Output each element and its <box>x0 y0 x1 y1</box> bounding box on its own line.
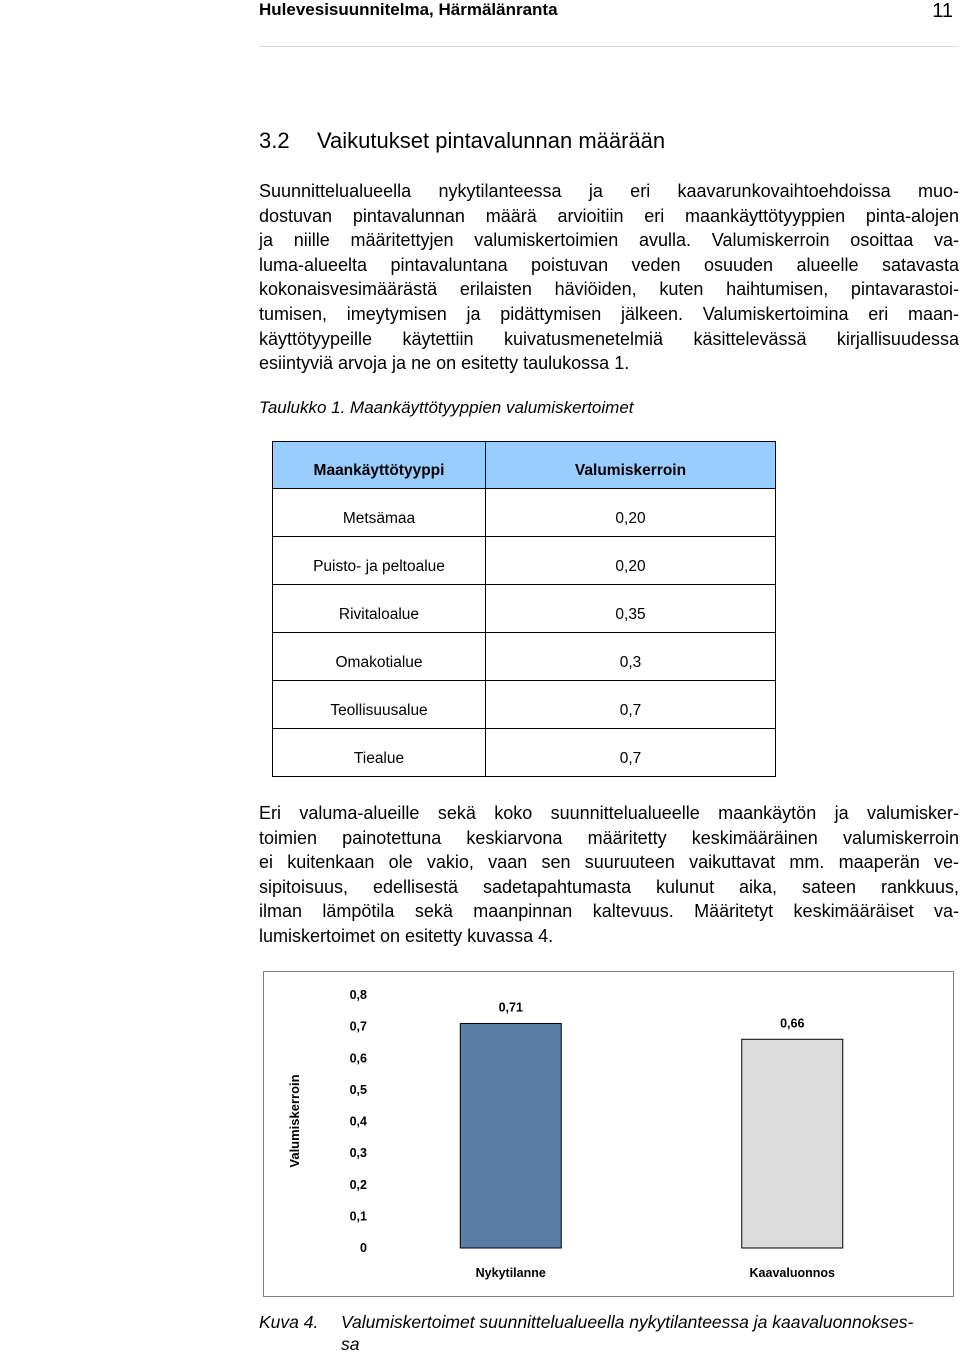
y-axis-label: Valumiskerroin <box>287 1074 302 1168</box>
bar-value-label: 0,71 <box>498 1000 523 1015</box>
bar <box>460 1023 561 1248</box>
y-tick-label: 0,7 <box>349 1019 367 1034</box>
runoff-coefficient-table <box>272 441 776 777</box>
y-tick-label: 0 <box>360 1241 367 1255</box>
land-use-cell: Omakotialue <box>273 633 486 681</box>
paragraph-line: ei kuitenkaan ole vakio, vaan sen suuruuteen vaikuttavat mm. maaperän ve- <box>259 852 959 873</box>
land-use-cell: Puisto- ja peltoalue <box>273 537 486 585</box>
paragraph-1 <box>259 179 959 376</box>
paragraph-line: Eri valuma-alueille sekä koko suunnittelualueelle maankäytön ja valumisker- <box>259 803 959 823</box>
land-use-cell: Metsämaa <box>273 489 486 537</box>
section-title: Vaikutukset pintavalunnan määrään <box>317 128 666 153</box>
table-header-row <box>273 442 776 489</box>
paragraph-line: tumisen, imeytymisen ja pidättymisen jälkeen. Valumiskertoimina eri maan- <box>259 303 959 324</box>
coefficient-cell: 0,35 <box>486 585 776 633</box>
coefficient-cell: 0,20 <box>486 537 776 585</box>
coefficient-cell: 0,20 <box>486 489 776 537</box>
table-row <box>273 585 776 633</box>
coefficient-cell: 0,3 <box>486 633 776 681</box>
land-use-cell: Rivitaloalue <box>273 585 486 633</box>
paragraph-line: dostuvan pintavalunnan määrä arvioitiin eri maankäyttötyyppien pinta-alojen <box>259 205 959 226</box>
paragraph-line: esiintyviä arvoja ja ne on esitetty taulukossa 1. <box>259 353 630 374</box>
y-tick-label: 0,1 <box>349 1209 367 1224</box>
figure-caption-text-cont: sa <box>341 1334 360 1354</box>
paragraph-line: käyttötyypeille käytettiin kuivatusmenetelmiä käsittelevässä kirjallisuudessa <box>259 328 959 349</box>
table-row <box>273 537 776 585</box>
runoff-bar-chart <box>263 971 954 1297</box>
table-row <box>273 633 776 681</box>
figure-caption-text-block <box>341 1311 960 1355</box>
x-tick-label: Nykytilanne <box>475 1266 546 1280</box>
paragraph-line: luma-alueelta pintavaluntana poistuvan veden osuuden alueelle satavasta <box>259 254 959 275</box>
paragraph-line: kokonaisvesimäärästä erilaisten häviöiden, kuten haihtumisen, pintavarastoi- <box>259 279 959 300</box>
land-use-cell: Teollisuusalue <box>273 681 486 729</box>
header-rule <box>259 46 959 47</box>
land-use-cell: Tiealue <box>273 729 486 777</box>
figure-label: Kuva 4. <box>259 1312 319 1332</box>
y-tick-label: 0,8 <box>349 988 367 1002</box>
table-row <box>273 489 776 537</box>
paragraph-line: toimien painotettuna keskiarvona määritetty keskimääräinen valumiskerroin <box>259 827 959 848</box>
coefficient-cell: 0,7 <box>486 729 776 777</box>
paragraph-line: ilman lämpötila sekä maanpinnan kaltevuus. Määritetyt keskimääräiset va- <box>259 901 959 922</box>
coefficient-cell: 0,7 <box>486 681 776 729</box>
page-number: 11 <box>932 0 953 22</box>
bar-value-label: 0,66 <box>780 1016 805 1031</box>
column-header-coefficient: Valumiskerroin <box>486 442 776 489</box>
section-heading <box>259 128 665 154</box>
bar <box>742 1039 843 1248</box>
y-tick-label: 0,6 <box>349 1051 367 1066</box>
paragraph-2 <box>259 801 959 949</box>
y-tick-label: 0,2 <box>349 1177 367 1192</box>
chart-canvas <box>264 972 953 1296</box>
page-header <box>259 0 959 48</box>
paragraph-line: sipitoisuus, edellisestä sadetapahtumasta kulunut aika, sateen rankkuus, <box>259 876 959 897</box>
table-row <box>273 729 776 777</box>
document-title: Hulevesisuunnitelma, Härmälänranta <box>259 0 558 19</box>
paragraph-line: lumiskertoimet on esitetty kuvassa 4. <box>259 925 554 946</box>
figure-caption-text: Valumiskertoimet suunnittelualueella nykytilanteessa ja kaavaluonnokses- <box>341 1312 914 1332</box>
y-tick-label: 0,4 <box>349 1114 367 1129</box>
y-tick-label: 0,3 <box>349 1146 367 1161</box>
x-tick-label: Kaavaluonnos <box>749 1266 835 1280</box>
table-row <box>273 681 776 729</box>
section-number: 3.2 <box>259 128 290 153</box>
table-caption: Taulukko 1. Maankäyttötyyppien valumiskertoimet <box>259 398 634 417</box>
paragraph-line: Suunnittelualueella nykytilanteessa ja eri kaavarunkovaihtoehdoissa muo- <box>259 181 959 201</box>
paragraph-line: ja niille määritettyjen valumiskertoimien avulla. Valumiskerroin osoittaa va- <box>259 230 959 251</box>
column-header-land-use: Maankäyttötyyppi <box>273 442 486 489</box>
y-tick-label: 0,5 <box>349 1082 367 1097</box>
